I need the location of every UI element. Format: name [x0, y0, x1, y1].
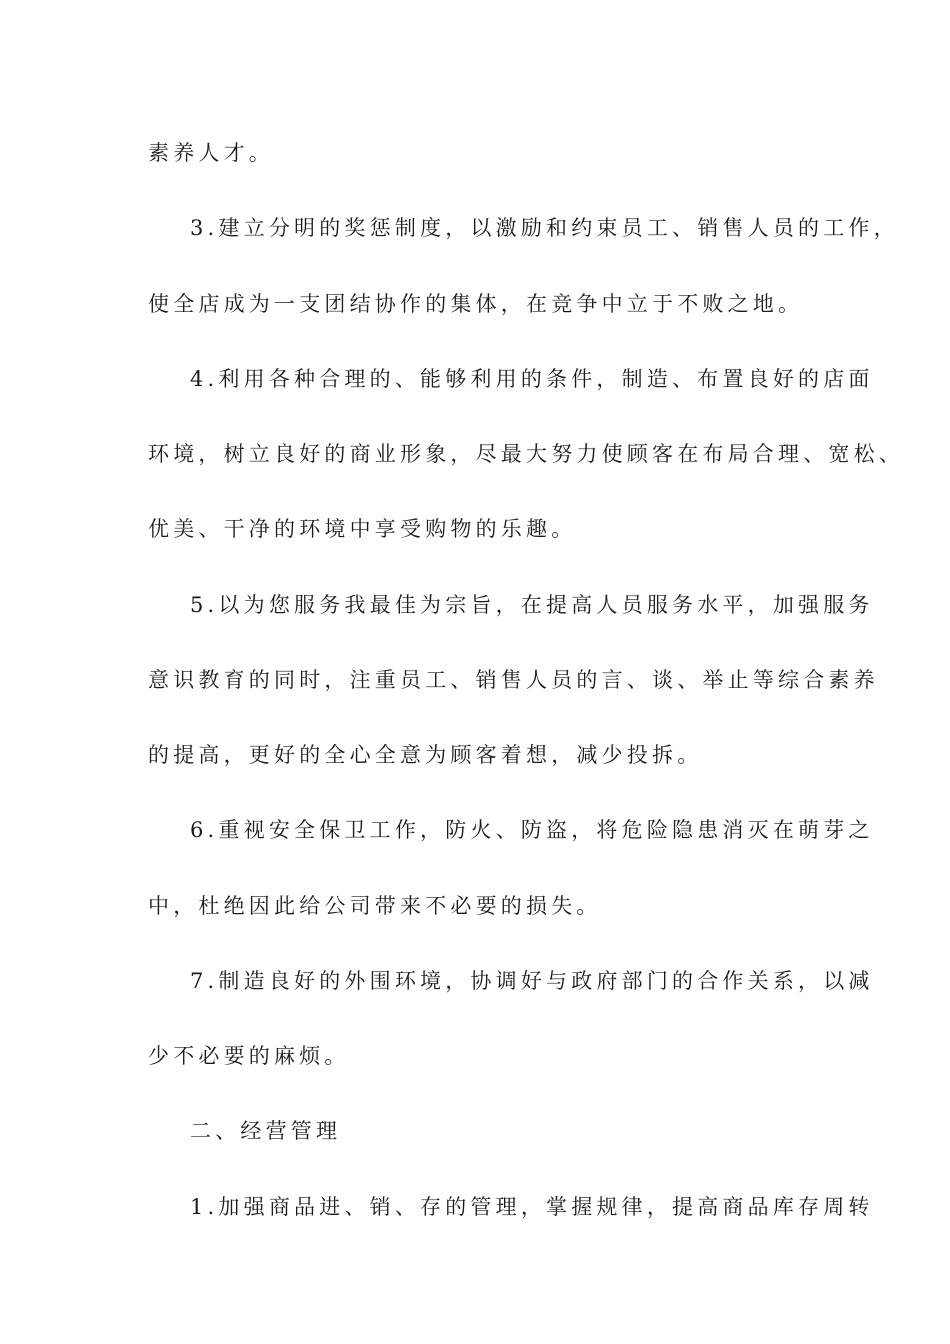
paragraph-line: 意识教育的同时，注重员工、销售人员的言、谈、举止等综合素养: [148, 668, 879, 692]
paragraph-line: 少不必要的麻烦。: [148, 1044, 350, 1068]
paragraph-line: 5.以为您服务我最佳为宗旨，在提高人员服务水平，加强服务: [190, 593, 874, 617]
paragraph-line: 中，杜绝因此给公司带来不必要的损失。: [148, 894, 602, 918]
paragraph-line: 7.制造良好的外围环境，协调好与政府部门的合作关系，以减: [190, 969, 874, 993]
paragraph-line: 6.重视安全保卫工作，防火、防盗，将危险隐患消灭在萌芽之: [190, 818, 874, 842]
paragraph-line: 环境，树立良好的商业形象，尽最大努力使顾客在布局合理、宽松、: [148, 442, 904, 466]
paragraph-line: 1.加强商品进、销、存的管理，掌握规律，提高商品库存周转: [190, 1195, 874, 1219]
paragraph-line: 使全店成为一支团结协作的集体，在竞争中立于不败之地。: [148, 292, 804, 316]
paragraph-line: 素养人才。: [148, 141, 274, 165]
paragraph-line: 3.建立分明的奖惩制度，以激励和约束员工、销售人员的工作，: [190, 216, 899, 240]
section-heading: 二、经营管理: [190, 1119, 342, 1143]
paragraph-line: 的提高，更好的全心全意为顾客着想，减少投拆。: [148, 743, 703, 767]
paragraph-line: 优美、干净的环境中享受购物的乐趣。: [148, 517, 577, 541]
paragraph-line: 4.利用各种合理的、能够利用的条件，制造、布置良好的店面: [190, 367, 874, 391]
